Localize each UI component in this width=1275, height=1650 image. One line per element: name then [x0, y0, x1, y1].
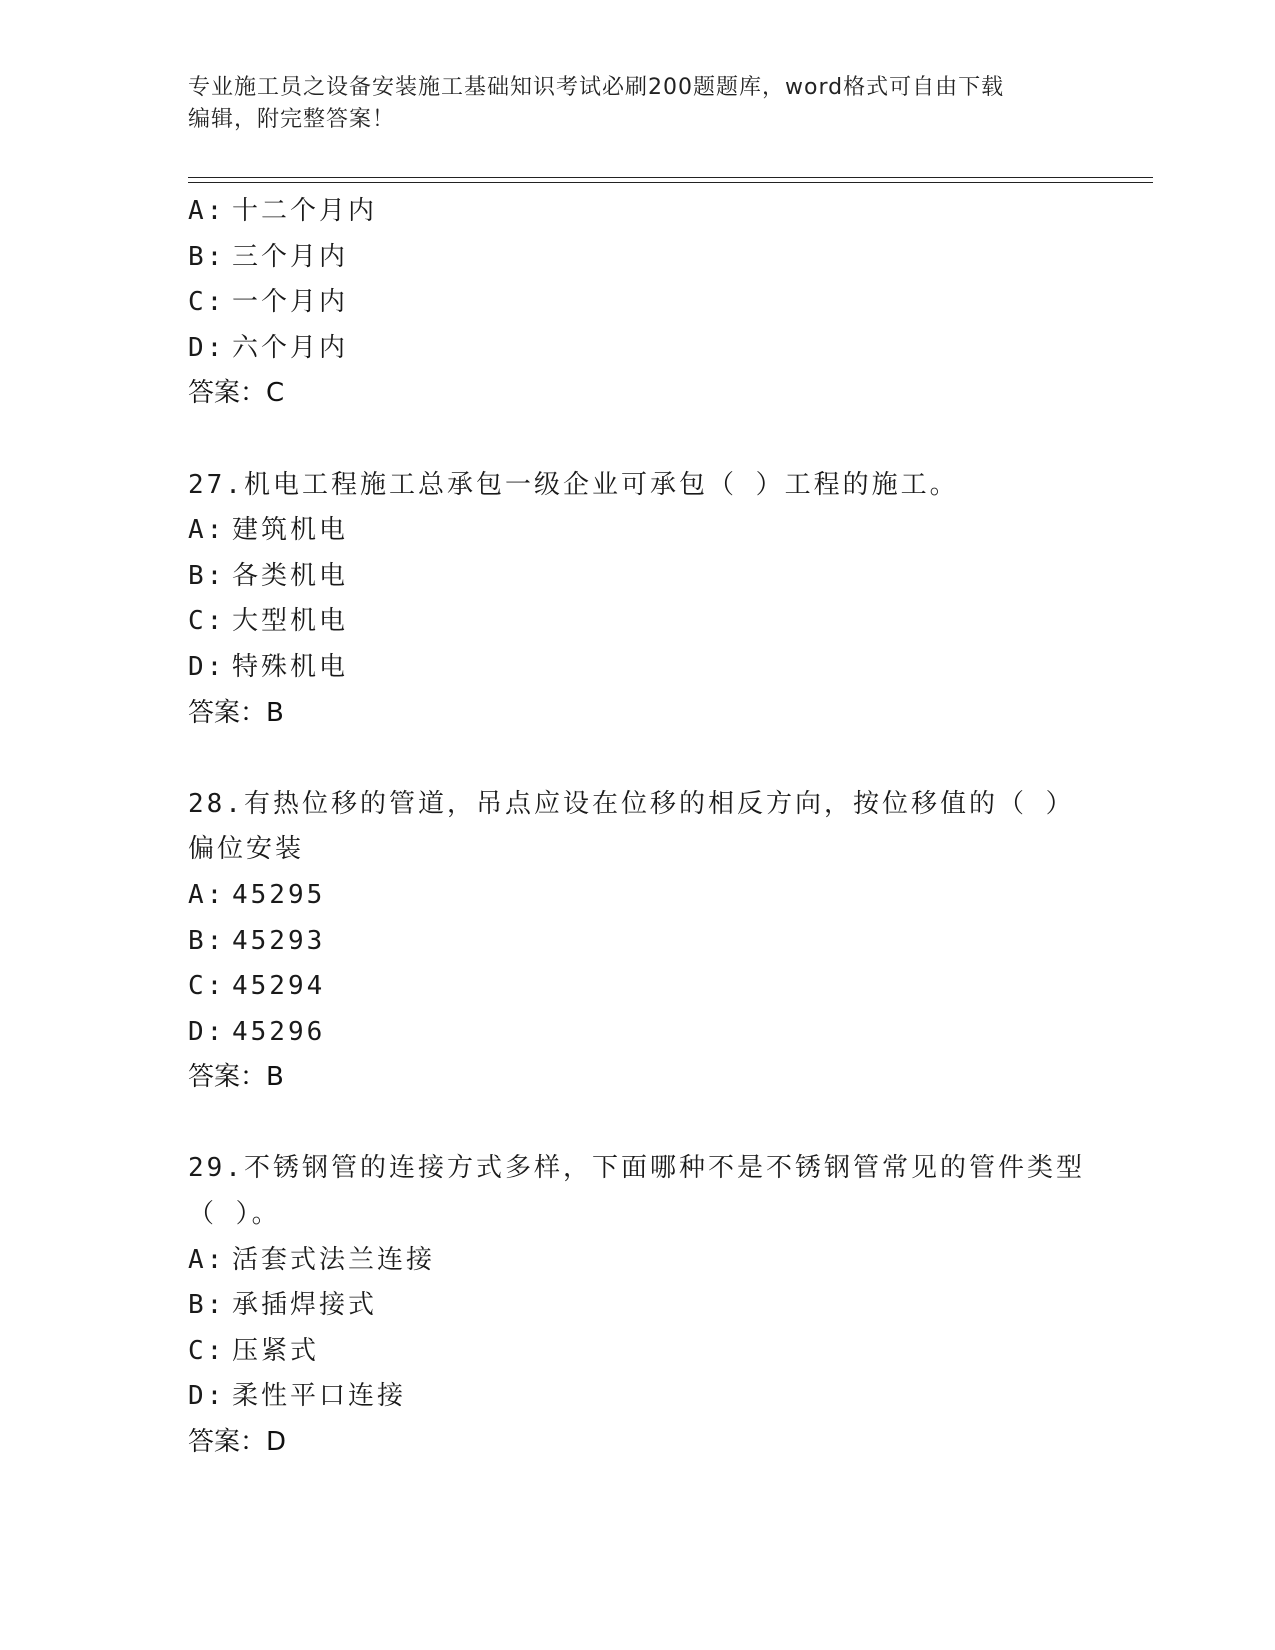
- question-27: [188, 463, 1088, 737]
- question-text-line-2: 偏位安装: [188, 834, 305, 865]
- option-key: A:: [188, 515, 226, 546]
- header-rule-top: [188, 177, 1153, 178]
- option-d: [188, 1374, 1088, 1420]
- option-c: [188, 599, 1088, 645]
- option-text: 承插焊接式: [232, 1290, 378, 1321]
- option-c: [188, 964, 1088, 1010]
- answer: 答案：B: [188, 1062, 284, 1093]
- option-key: C:: [188, 971, 226, 1002]
- option-text: 45293: [232, 925, 326, 956]
- option-key: C:: [188, 287, 226, 318]
- option-a: [188, 1238, 1088, 1284]
- question-text-line-1: 28.有热位移的管道，吊点应设在位移的相反方向，按位移值的（ ）: [188, 788, 1075, 819]
- option-text: 三个月内: [232, 241, 349, 272]
- option-text: 特殊机电: [232, 651, 349, 682]
- header-line-1: 专业施工员之设备安装施工基础知识考试必刷200题题库，word格式可自由下载: [188, 75, 1005, 100]
- spacer: [188, 736, 1088, 782]
- option-text: 六个月内: [232, 332, 349, 363]
- option-key: D:: [188, 651, 226, 682]
- option-a: [188, 508, 1088, 554]
- option-key: D:: [188, 332, 226, 363]
- question-28: [188, 782, 1088, 1101]
- option-a: [188, 873, 1088, 919]
- document-header: [188, 72, 1088, 136]
- option-key: B:: [188, 925, 226, 956]
- question-text-line-2: （ ）。: [188, 1199, 281, 1230]
- spacer: [188, 417, 1088, 463]
- question-26: [188, 189, 1088, 417]
- option-key: A:: [188, 1244, 226, 1275]
- option-b: [188, 1283, 1088, 1329]
- option-text: 45296: [232, 1016, 326, 1047]
- option-key: C:: [188, 1335, 226, 1366]
- option-text: 45295: [232, 879, 326, 910]
- option-text: 一个月内: [232, 287, 349, 318]
- question-text-line-1: 29.不锈钢管的连接方式多样，下面哪种不是不锈钢管常见的管件类型: [188, 1153, 1085, 1184]
- option-d: [188, 326, 1088, 372]
- option-d: [188, 645, 1088, 691]
- answer: 答案：C: [188, 378, 285, 409]
- answer: 答案：D: [188, 1427, 287, 1458]
- question-text: 27.机电工程施工总承包一级企业可承包（ ）工程的施工。: [188, 469, 959, 500]
- option-d: [188, 1010, 1088, 1056]
- header-rule-bottom: [188, 182, 1153, 183]
- option-c: [188, 280, 1088, 326]
- option-text: 柔性平口连接: [232, 1381, 407, 1412]
- option-key: D:: [188, 1016, 226, 1047]
- option-key: A:: [188, 879, 226, 910]
- option-key: D:: [188, 1381, 226, 1412]
- option-key: B:: [188, 560, 226, 591]
- option-text: 各类机电: [232, 560, 349, 591]
- option-key: C:: [188, 606, 226, 637]
- option-b: [188, 235, 1088, 281]
- option-text: 建筑机电: [232, 515, 349, 546]
- option-text: 大型机电: [232, 606, 349, 637]
- spacer: [188, 1101, 1088, 1147]
- question-29: [188, 1146, 1088, 1465]
- option-text: 压紧式: [232, 1335, 320, 1366]
- question-list: [188, 189, 1088, 1466]
- option-key: B:: [188, 1290, 226, 1321]
- option-b: [188, 554, 1088, 600]
- option-key: B:: [188, 241, 226, 272]
- header-line-2: 编辑，附完整答案！: [188, 107, 396, 132]
- option-key: A:: [188, 196, 226, 226]
- option-text: 45294: [232, 971, 326, 1002]
- option-text: 活套式法兰连接: [232, 1244, 436, 1275]
- option-text: 十二个月内: [232, 196, 378, 226]
- option-c: [188, 1329, 1088, 1375]
- option-b: [188, 919, 1088, 965]
- option-a: [188, 189, 1088, 235]
- answer: 答案：B: [188, 697, 284, 728]
